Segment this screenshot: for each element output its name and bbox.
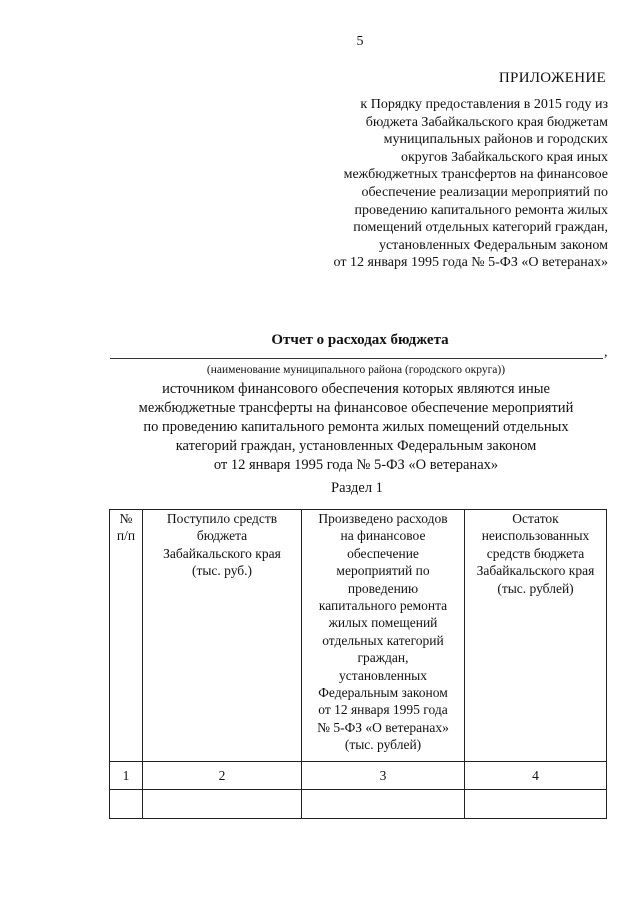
- header-line: (тыс. рублей): [344, 737, 422, 753]
- header-line: жилых помещений: [328, 615, 438, 631]
- report-title: Отчет о расходах бюджета: [271, 332, 449, 348]
- header-line: установленных: [339, 667, 427, 683]
- report-description-line: категорий граждан, установленных Федеральным законом: [175, 438, 537, 454]
- header-line: п/п: [116, 528, 136, 544]
- appendix-line: округов Забайкальского края иных: [400, 149, 608, 165]
- header-line: Поступило средств: [166, 511, 278, 526]
- header-line: капитального ремонта: [318, 598, 448, 614]
- section-label: Раздел 1: [331, 480, 383, 496]
- header-line: обеспечение: [347, 545, 419, 561]
- header-line: на финансовое: [340, 528, 426, 544]
- header-line: мероприятий по: [336, 563, 430, 579]
- appendix-line: помещений отдельных категорий граждан,: [353, 220, 608, 236]
- header-line: отдельных категорий: [322, 632, 444, 648]
- table-row: [110, 790, 607, 819]
- header-line: неиспользованных: [481, 528, 590, 544]
- column-number-row: [110, 762, 607, 790]
- expense-report-table: [109, 509, 607, 819]
- header-line: граждан,: [357, 650, 409, 666]
- report-description-line: по проведению капитального ремонта жилых помещений отдельных: [143, 419, 569, 435]
- municipality-name-line: [110, 358, 603, 359]
- header-cell-spent: [302, 510, 465, 762]
- header-line: бюджета: [196, 528, 248, 544]
- header-line: Федеральным законом: [318, 685, 448, 701]
- table-header-row: [110, 510, 607, 762]
- appendix-line: бюджета Забайкальского края бюджетам: [365, 114, 608, 130]
- table-cell: [110, 790, 143, 819]
- page-number: 5: [356, 34, 364, 49]
- header-line: Остаток: [512, 511, 559, 526]
- column-number-cell: 3: [302, 762, 465, 790]
- header-cell-remainder: [465, 510, 607, 762]
- appendix-line: к Порядку предоставления в 2015 году из: [360, 97, 608, 112]
- appendix-line: межбюджетных трансфертов на финансовое: [343, 167, 608, 183]
- appendix-line: от 12 января 1995 года № 5-ФЗ «О ветеранах»: [333, 255, 608, 271]
- header-line: № 5-ФЗ «О ветеранах»: [317, 719, 449, 735]
- header-line: средств бюджета: [486, 545, 585, 561]
- header-line: Забайкальского края: [476, 563, 595, 579]
- table-cell: [143, 790, 302, 819]
- report-description-line: источником финансового обеспечения которых являются иные: [162, 381, 550, 397]
- appendix-line: установленных Федеральным законом: [378, 237, 608, 253]
- header-cell-received: [143, 510, 302, 762]
- appendix-line: проведению капитального ремонта жилых: [354, 202, 608, 218]
- appendix-title: ПРИЛОЖЕНИЕ: [498, 70, 606, 86]
- column-number-cell: 2: [143, 762, 302, 790]
- header-line: Произведено расходов: [318, 511, 448, 526]
- header-line: от 12 января 1995 года: [318, 702, 448, 718]
- header-line: Забайкальского края: [163, 545, 281, 561]
- table-cell: [465, 790, 607, 819]
- municipality-name-caption: (наименование муниципального района (городского округа)): [206, 364, 506, 376]
- report-description: [0, 380, 640, 475]
- header-line: проведению: [347, 580, 419, 596]
- header-line: №: [119, 511, 133, 526]
- report-description-line: от 12 января 1995 года № 5-ФЗ «О ветеранах»: [213, 457, 499, 473]
- appendix-line: муниципальных районов и городских: [383, 132, 608, 148]
- appendix-reference: [278, 96, 608, 272]
- column-number-cell: 1: [110, 762, 143, 790]
- header-line: (тыс. рублей): [497, 580, 574, 596]
- header-line: (тыс. руб.): [191, 563, 253, 579]
- name-line-comma: ,: [604, 345, 608, 360]
- header-cell-number: [110, 510, 143, 762]
- appendix-line: обеспечение реализации мероприятий по: [361, 184, 608, 200]
- column-number-cell: 4: [465, 762, 607, 790]
- table-cell: [302, 790, 465, 819]
- report-description-line: межбюджетные трансферты на финансовое обеспечение мероприятий: [138, 400, 574, 416]
